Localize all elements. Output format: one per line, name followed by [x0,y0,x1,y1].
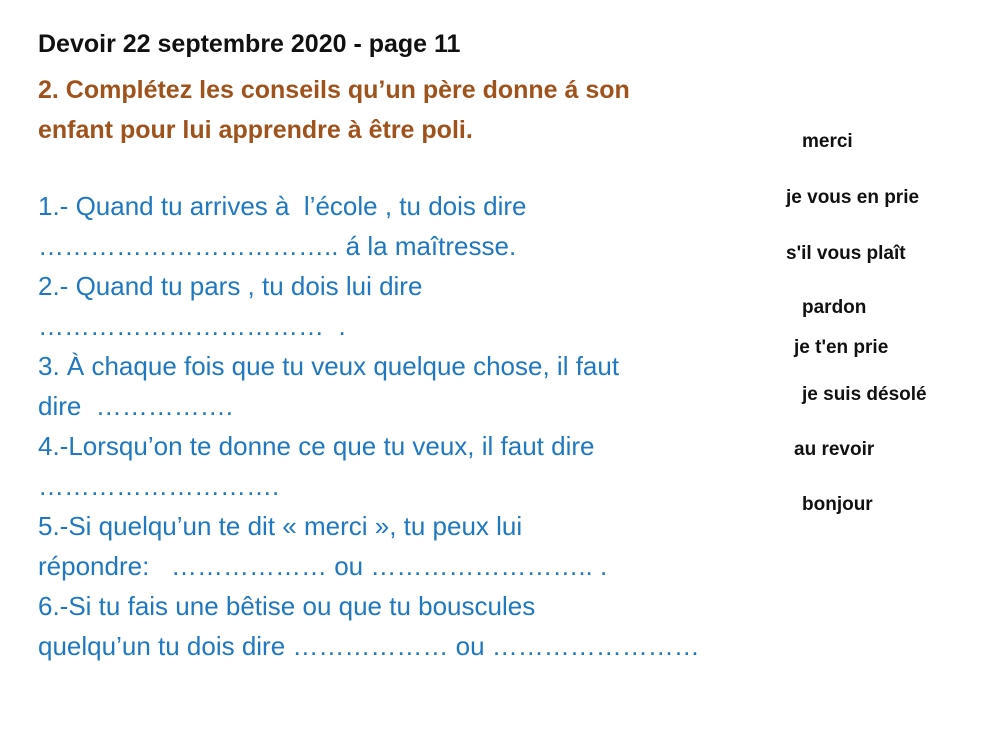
sentence-line: 4.-Lorsqu’on te donne ce que tu veux, il faut dire [38,431,595,461]
page-title: Devoir 22 septembre 2020 - page 11 [38,30,461,58]
instruction-line: 2. Complétez les conseils qu’un père donne á son [38,76,630,104]
sentence-line: 5.-Si quelqu’un te dit « merci », tu peux lui [38,511,523,541]
sentence-blank-line[interactable]: quelqu’un tu dois dire ……………… ou …………………… [38,631,700,661]
sentence-line: 6.-Si tu fais une bêtise ou que tu bouscules [38,591,536,621]
word-bank-item-merci[interactable]: merci [802,131,853,152]
sentence-line: 1.- Quand tu arrives à l’école , tu dois dire [38,191,527,221]
sentence-blank-line[interactable]: dire ……………. [38,391,234,421]
exercise-instruction [38,70,738,150]
sentence-line: 3. À chaque fois que tu veux quelque chose, il faut [38,351,620,381]
word-bank-item-je-ten-prie[interactable]: je t'en prie [794,337,889,358]
sentence-line: 2.- Quand tu pars , tu dois lui dire [38,271,423,301]
sentence-blank-line[interactable]: répondre: ……………… ou …………………….. . [38,551,608,581]
instruction-line: enfant pour lui apprendre à être poli. [38,116,473,144]
sentence-blank-line[interactable]: …………………………… . [38,311,346,341]
word-bank-item-au-revoir[interactable]: au revoir [794,439,875,460]
exercise-sentences [38,186,768,666]
word-bank-item-je-vous-en-prie[interactable]: je vous en prie [786,187,920,208]
sentence-blank-line[interactable]: …………………………….. á la maîtresse. [38,231,517,261]
word-bank-item-pardon[interactable]: pardon [802,297,867,318]
word-bank-item-bonjour[interactable]: bonjour [802,494,873,515]
word-bank-item-sil-vous-plait[interactable]: s'il vous plaît [786,243,906,264]
word-bank-item-je-suis-desole[interactable]: je suis désolé [802,384,927,405]
sentence-blank-line[interactable]: ………………………. [38,471,280,501]
